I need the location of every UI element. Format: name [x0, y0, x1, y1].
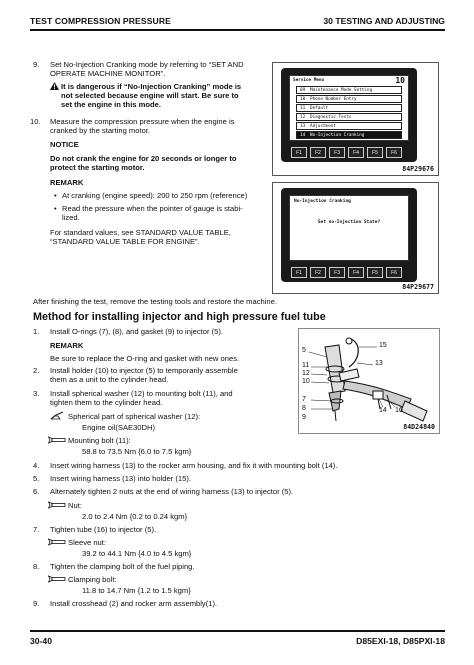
oil-can-icon [50, 411, 65, 420]
step-9-number: 9. [33, 60, 40, 69]
page-number: 30-40 [30, 636, 52, 646]
part-label: 12 [302, 370, 310, 377]
install-4-number: 4. [33, 461, 40, 470]
page-header [30, 14, 445, 30]
f5-button[interactable]: F5 [367, 147, 383, 158]
part-label: 8 [302, 405, 306, 412]
service-menu-item-number: 14 [300, 133, 306, 138]
install-1-number: 1. [33, 327, 40, 336]
install-9-number: 9. [33, 599, 40, 608]
service-menu-item-label: Phone Number Entry [310, 97, 357, 102]
warning-line1: It is dangerous if “No-Injection Cranking” mode is [61, 82, 242, 91]
f4-button-2[interactable]: F4 [348, 267, 364, 278]
install-3-line1: Install spherical washer (12) to mounting bolt (11), and [50, 389, 233, 398]
install-9-text: Install crosshead (2) and rocker arm assembly(1). [50, 599, 218, 608]
standard-value-line2: “STANDARD VALUE TABLE FOR ENGINE”. [50, 237, 200, 247]
notice-text [50, 154, 237, 172]
part-label: 13 [375, 360, 383, 367]
service-menu-item-number: 11 [300, 106, 306, 111]
install-8-text: Tighten the clamping bolt of the fuel piping. [50, 562, 195, 571]
step-10-text [50, 117, 234, 135]
monitor-button-row [291, 147, 402, 158]
part-label: 11 [302, 362, 310, 369]
f1-button-2[interactable]: F1 [291, 267, 307, 278]
install-5-text: Insert wiring harness (13) into holder (15). [50, 474, 191, 483]
torque-wrench-icon-3 [48, 538, 66, 546]
install-2-text [50, 366, 238, 384]
service-menu-item-label: Diagnostic Tests [310, 115, 352, 120]
nut-torque: 2.0 to 2.4 Nm {0.2 to 0.24 kgm} [82, 512, 188, 521]
notice-line2: protect the starting motor. [50, 163, 145, 173]
service-menu-item[interactable] [296, 122, 402, 130]
injector-figure [298, 328, 440, 434]
mounting-bolt-torque: 58.8 to 73.5 Nm {6.0 to 7.5 kgm} [82, 447, 192, 456]
remark-bullet-2: • [54, 204, 57, 213]
step-9-line1: Set No-Injection Cranking mode by referring to “SET AND [50, 60, 244, 69]
warning-line2: not selected because engine will start. Be sure to [61, 91, 239, 101]
no-injection-figure [272, 182, 439, 294]
service-menu-item-label: Default [310, 106, 329, 111]
f2-button-2[interactable]: F2 [310, 267, 326, 278]
step-10-number: 10. [30, 117, 41, 126]
install-7-text: Tighten tube (16) to injector (5). [50, 525, 157, 534]
service-menu-item-label: Adjustment [310, 124, 336, 129]
torque-wrench-icon [48, 436, 66, 444]
torque-wrench-icon-4 [48, 575, 66, 583]
step-9-text [50, 60, 244, 78]
remark-title: REMARK [50, 178, 84, 187]
f2-button[interactable]: F2 [310, 147, 326, 158]
monitor-screen [289, 75, 409, 141]
part-label: 15 [379, 342, 387, 349]
service-menu-item[interactable] [296, 131, 402, 139]
install-4-text: Insert wiring harness (13) to the rocker arm housing, and fix it with mounting bolt (14). [50, 461, 338, 470]
install-2-line1: Install holder (10) to injector (5) to temporarily assemble [50, 366, 238, 375]
remark-bullet-1-text: At cranking (engine speed): 200 to 250 rpm (reference) [62, 191, 248, 200]
install-2-line2: them as a unit to the cylinder head. [50, 375, 169, 385]
footer-rule [30, 630, 445, 632]
service-menu-item-number: 10 [300, 97, 306, 102]
mounting-bolt-label: Mounting bolt (11): [68, 436, 131, 445]
part-label: 10 [302, 378, 310, 385]
part-label: 16 [395, 407, 403, 414]
clamping-bolt-label: Clamping bolt: [68, 575, 117, 584]
f3-button-2[interactable]: F3 [329, 267, 345, 278]
monitor-button-row-2 [291, 267, 402, 278]
figure-code-3: 84D24840 [403, 423, 435, 431]
model-name: D85EXI-18, D85PXI-18 [356, 636, 445, 646]
figure-code-1: 84P29676 [402, 165, 434, 173]
no-injection-question: Set no-Injection State? [317, 220, 381, 225]
service-menu-figure [272, 62, 439, 176]
install-7-number: 7. [33, 525, 40, 534]
f1-button[interactable]: F1 [291, 147, 307, 158]
section-title: Method for installing injector and high pressure fuel tube [33, 311, 326, 323]
warning-text [61, 82, 241, 110]
install-remark-text: Be sure to replace the O-ring and gasket with new ones. [50, 354, 240, 363]
install-3-text [50, 389, 233, 407]
service-menu-item[interactable] [296, 86, 402, 94]
service-menu-item[interactable] [296, 95, 402, 103]
sleeve-nut-torque: 39.2 to 44.1 Nm {4.0 to 4.5 kgm} [82, 549, 192, 558]
sleeve-nut-label: Sleeve nut: [68, 538, 106, 547]
remark-bullet-2-line1: Read the pressure when the pointer of gauge is stabi- [62, 204, 243, 213]
step-10-line1: Measure the compression pressure when the engine is [50, 117, 235, 126]
service-menu-page: 10 [395, 76, 405, 85]
part-label: 9 [302, 414, 306, 421]
figure-code-2: 84P29677 [402, 283, 434, 291]
service-menu-item[interactable] [296, 113, 402, 121]
install-3-line2: tighten them to the cylinder head. [50, 398, 163, 408]
service-menu-item-number: 13 [300, 124, 306, 129]
service-menu-item[interactable] [296, 104, 402, 112]
part-label: 14 [379, 407, 387, 414]
page-footer [30, 630, 445, 650]
install-6-number: 6. [33, 487, 40, 496]
standard-value-line1: For standard values, see STANDARD VALUE TABLE, [50, 228, 231, 237]
f6-button[interactable]: F6 [386, 147, 402, 158]
remark-bullet-2-line2: lized. [62, 213, 80, 223]
service-menu-title: Service Menu [293, 78, 325, 83]
monitor-bezel-2 [281, 188, 417, 282]
warning-line3: set the engine in this mode. [61, 100, 161, 110]
install-3-number: 3. [33, 389, 40, 398]
engine-oil-text: Engine oil(SAE30DH) [82, 423, 156, 432]
spherical-part-text: Spherical part of spherical washer (12): [68, 412, 201, 421]
step-9-line2: OPERATE MACHINE MONITOR”. [50, 69, 166, 79]
header-chapter-title: 30 TESTING AND ADJUSTING [323, 16, 445, 26]
f3-button[interactable]: F3 [329, 147, 345, 158]
service-menu-item-number: 12 [300, 115, 306, 120]
monitor-bezel [281, 68, 417, 162]
injector-drawing [299, 329, 439, 433]
remark-bullet-1: • [54, 191, 57, 200]
f5-button-2[interactable]: F5 [367, 267, 383, 278]
part-label: 7 [302, 396, 306, 403]
part-label: 5 [302, 347, 306, 354]
after-test-text: After finishing the test, remove the testing tools and restore the machine. [33, 297, 277, 306]
f6-button-2[interactable]: F6 [386, 267, 402, 278]
install-8-number: 8. [33, 562, 40, 571]
clamping-bolt-torque: 11.8 to 14.7 Nm {1.2 to 1.5 kgm} [82, 586, 191, 595]
service-menu-item-number: 09 [300, 88, 306, 93]
notice-line1: Do not crank the engine for 20 seconds or longer to [50, 154, 237, 163]
warning-icon [50, 82, 59, 90]
install-1-text: Install O-rings (7), (8), and gasket (9) to injector (5). [50, 327, 224, 336]
install-6-text: Alternately tighten 2 nuts at the end of wiring harness (13) to injector (5). [50, 487, 294, 496]
install-remark-title: REMARK [50, 341, 84, 350]
install-5-number: 5. [33, 474, 40, 483]
torque-wrench-icon-2 [48, 501, 66, 509]
remark-bullet-2-text [62, 204, 243, 222]
monitor-screen-2 [289, 195, 409, 261]
step-10-line2: cranked by the starting motor. [50, 126, 151, 136]
nut-label: Nut: [68, 501, 82, 510]
header-section-title: TEST COMPRESSION PRESSURE [30, 16, 171, 26]
no-injection-title: No-Injection Cranking [294, 199, 351, 204]
f4-button[interactable]: F4 [348, 147, 364, 158]
service-menu-item-label: Maintenance Mode Setting [310, 88, 373, 93]
service-menu-item-label: No-Injection Cranking [310, 133, 365, 138]
notice-title: NOTICE [50, 140, 79, 149]
standard-value-text [50, 228, 231, 246]
install-2-number: 2. [33, 366, 40, 375]
header-rule [30, 29, 445, 31]
